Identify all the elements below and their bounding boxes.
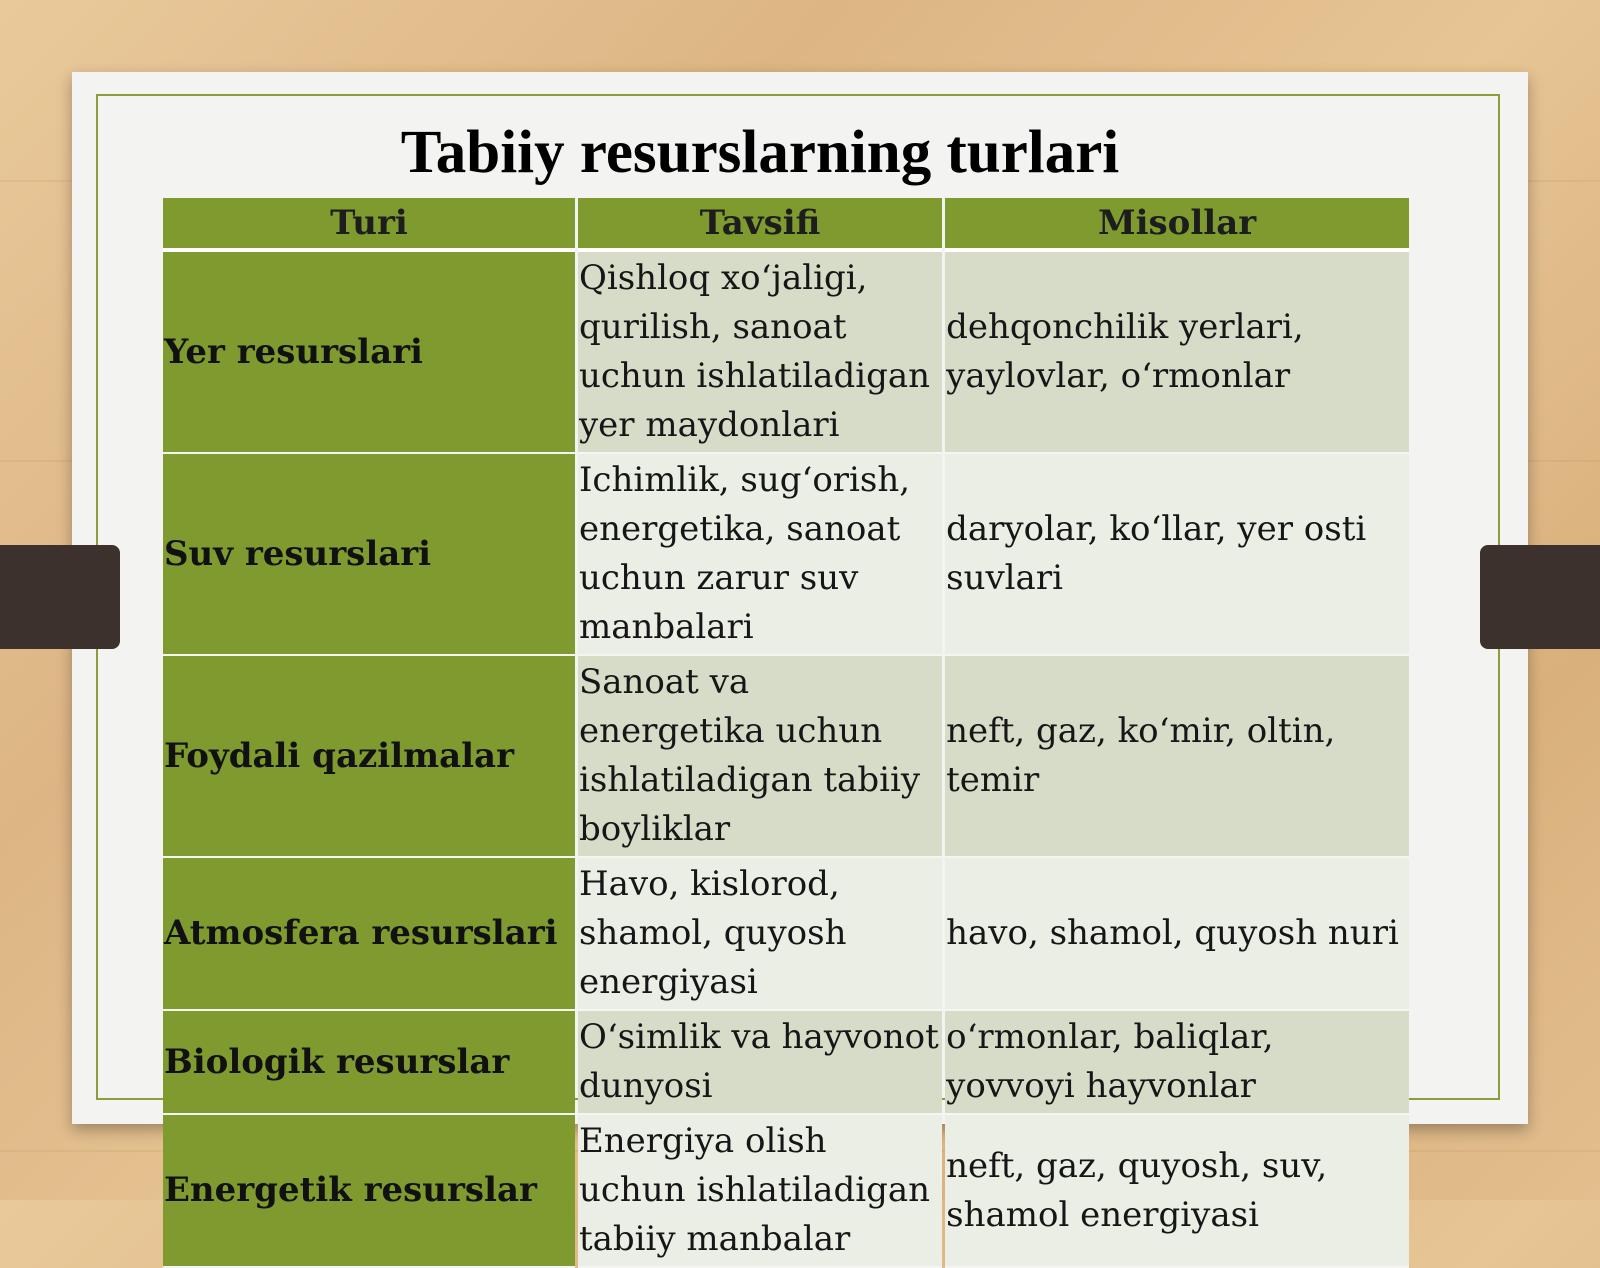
left-binder-clip [0, 545, 120, 649]
right-binder-clip [1480, 545, 1600, 649]
row-description: Qishloq xo‘jaligi, qurilish, sanoat uchun ishlatiladigan yer maydonlari [578, 252, 942, 454]
row-type: Suv resurslari [163, 454, 575, 656]
table-row [163, 252, 1409, 454]
table-row [163, 858, 1409, 1011]
slide-title: Tabiiy resurslarning turlari [400, 119, 1120, 186]
row-examples: dehqonchilik yerlari, yaylovlar, o‘rmonlar [945, 252, 1409, 454]
row-examples: neft, gaz, ko‘mir, oltin, temir [945, 656, 1409, 858]
row-description: Energiya olish uchun ishlatiladigan tabiiy manbalar [578, 1115, 942, 1268]
row-type: Yer resurslari [163, 252, 575, 454]
table-header-row [163, 198, 1409, 252]
row-type: Biologik resurslar [163, 1011, 575, 1115]
resources-table [160, 198, 1412, 1268]
header-tavsifi: Tavsifi [578, 198, 942, 252]
row-description: Ichimlik, sug‘orish, energetika, sanoat uchun zarur suv manbalari [578, 454, 942, 656]
row-type: Foydali qazilmalar [163, 656, 575, 858]
header-misollar: Misollar [945, 198, 1409, 252]
table-row [163, 1011, 1409, 1115]
row-examples: havo, shamol, quyosh nuri [945, 858, 1409, 1011]
header-turi: Turi [163, 198, 575, 252]
row-examples: neft, gaz, quyosh, suv, shamol energiyasi [945, 1115, 1409, 1268]
table-row [163, 1115, 1409, 1268]
row-type: Atmosfera resurslari [163, 858, 575, 1011]
table-row [163, 656, 1409, 858]
row-description: Havo, kislorod, shamol, quyosh energiyasi [578, 858, 942, 1011]
table-row [163, 454, 1409, 656]
row-description: O‘simlik va hayvonot dunyosi [578, 1011, 942, 1115]
row-description: Sanoat va energetika uchun ishlatiladigan tabiiy boyliklar [578, 656, 942, 858]
row-examples: o‘rmonlar, baliqlar, yovvoyi hayvonlar [945, 1011, 1409, 1115]
row-examples: daryolar, ko‘llar, yer osti suvlari [945, 454, 1409, 656]
row-type: Energetik resurslar [163, 1115, 575, 1268]
